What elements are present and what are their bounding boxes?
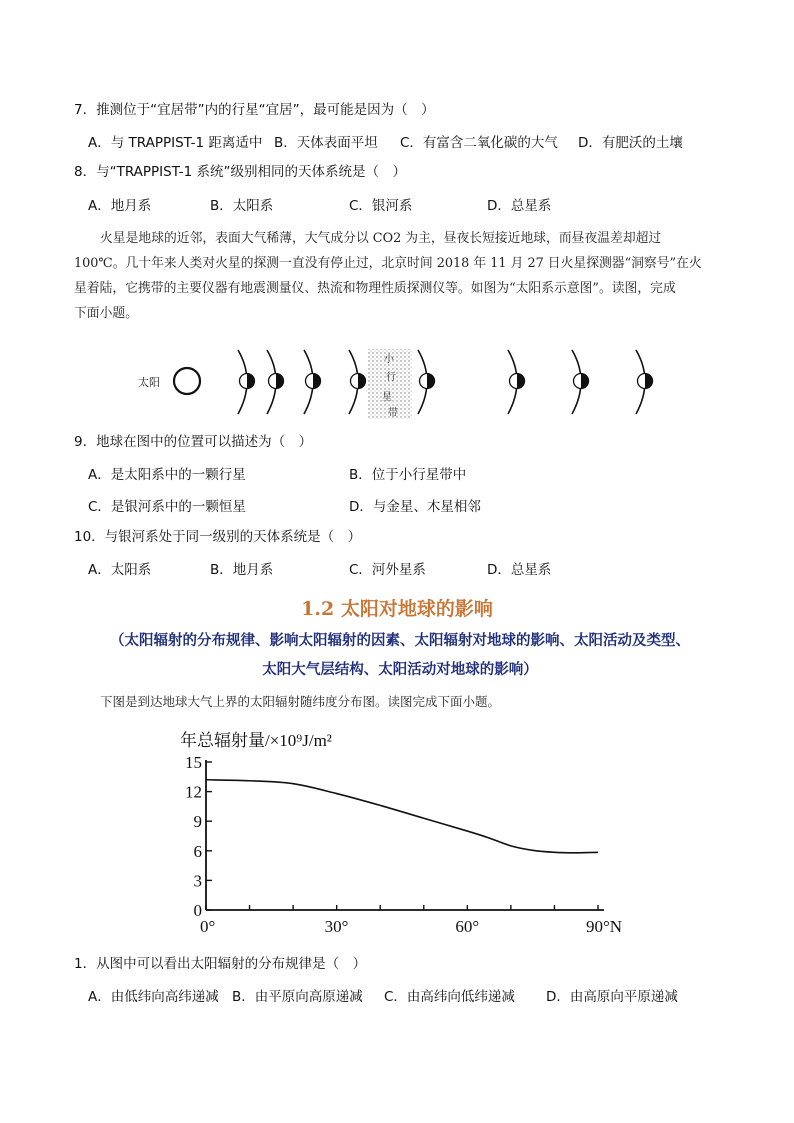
planet-jupiter [420, 374, 435, 389]
belt-label-char: 小 [384, 354, 394, 365]
question-9-stem: 9．地球在图中的位置可以描述为（ ） [74, 434, 313, 450]
planet-neptune [638, 374, 653, 389]
q9-option-a[interactable]: A．是太阳系中的一颗行星 [88, 467, 246, 483]
x-tick-label: 30° [324, 917, 349, 936]
q8-option-a[interactable]: A．地月系 [88, 198, 152, 214]
q1-option-d[interactable]: D．由高原向平原递减 [546, 989, 678, 1005]
x-tick-label: 0° [200, 917, 216, 936]
q8-option-b[interactable]: B．太阳系 [210, 198, 274, 214]
planet-saturn [510, 374, 525, 389]
question-7-stem: 7．推测位于“宜居带”内的行星“宜居”，最可能是因为（ ） [74, 102, 435, 118]
solar-system-diagram [120, 344, 680, 424]
y-tick-label: 3 [193, 871, 202, 891]
x-tick-label: 90°N [586, 917, 623, 936]
sun-label: 太阳 [138, 377, 160, 389]
q1-option-c[interactable]: C．由高纬向低纬递减 [384, 989, 515, 1005]
asteroid-belt [368, 349, 412, 419]
planets [240, 374, 653, 389]
q9-option-c[interactable]: C．是银河系中的一颗恒星 [88, 499, 246, 515]
planet-mercury [240, 374, 255, 389]
question-1-stem: 1．从图中可以看出太阳辐射的分布规律是（ ） [74, 956, 367, 972]
planet-uranus [574, 374, 589, 389]
passage-line: 火星是地球的近邻，表面大气稀薄，大气成分以 CO2 为主，昼夜长短接近地球，而昼夜温差却超过 [100, 231, 662, 246]
belt-label-char: 带 [388, 408, 398, 419]
q7-option-a[interactable]: A．与 TRAPPIST-1 距离适中 [88, 135, 263, 151]
y-axis-label: 年总辐射量/×10⁹J/m² [180, 731, 332, 750]
planet-venus [269, 374, 284, 389]
y-tick-label: 0 [193, 901, 202, 920]
topics-line-2: 太阳大气层结构、太阳活动对地球的影响） [262, 662, 538, 678]
q7-option-d[interactable]: D．有肥沃的土壤 [578, 135, 683, 151]
q8-option-d[interactable]: D．总星系 [487, 198, 552, 214]
mars-passage [74, 226, 722, 326]
q10-option-a[interactable]: A．太阳系 [88, 562, 152, 578]
y-tick-label: 12 [185, 782, 202, 802]
x-tick-label: 60° [455, 917, 480, 936]
q9-option-b[interactable]: B．位于小行星带中 [349, 467, 467, 483]
sun-icon [174, 368, 200, 394]
q10-option-d[interactable]: D．总星系 [487, 562, 552, 578]
section-topics [70, 627, 730, 685]
belt-label-char: 星 [382, 392, 392, 403]
q1-option-b[interactable]: B．由平原向高原递减 [232, 989, 363, 1005]
q10-option-c[interactable]: C．河外星系 [349, 562, 426, 578]
q8-option-c[interactable]: C．银河系 [349, 198, 413, 214]
section-title: 1.2 太阳对地球的影响 [301, 598, 493, 620]
question-10-stem: 10．与银河系处于同一级别的天体系统是（ ） [74, 529, 362, 545]
radiation-chart [150, 722, 640, 947]
y-tick-label: 9 [193, 812, 202, 832]
topics-line-1: （太阳辐射的分布规律、影响太阳辐射的因素、太阳辐射对地球的影响、太阳活动及类型、 [110, 633, 690, 649]
q7-option-c[interactable]: C．有富含二氧化碳的大气 [400, 135, 558, 151]
q7-option-b[interactable]: B．天体表面平坦 [274, 135, 378, 151]
planet-mars [351, 374, 366, 389]
chart-intro: 下图是到达地球大气上界的太阳辐射随纬度分布图。读图完成下面小题。 [100, 694, 501, 709]
passage-line: 下面小题。 [74, 306, 138, 321]
y-tick-label: 15 [185, 753, 202, 772]
passage-line: 100℃。几十年来人类对火星的探测一直没有停止过，北京时间 2018 年 11 月 27 日火星探测器“洞察号”在火 [74, 256, 702, 271]
series-line [206, 780, 598, 853]
question-8-stem: 8．与“TRAPPIST-1 系统”级别相同的天体系统是（ ） [74, 164, 406, 180]
q10-option-b[interactable]: B．地月系 [210, 562, 274, 578]
planet-earth [306, 374, 321, 389]
y-tick-label: 6 [193, 841, 202, 861]
belt-label-char: 行 [386, 372, 396, 383]
q1-option-a[interactable]: A．由低纬向高纬递减 [88, 989, 219, 1005]
passage-line: 星着陆，它携带的主要仪器有地震测量仪、热流和物理性质探测仪等。如图为“太阳系示意图”。读图，完成 [74, 281, 676, 296]
q9-option-d[interactable]: D．与金星、木星相邻 [349, 499, 481, 515]
